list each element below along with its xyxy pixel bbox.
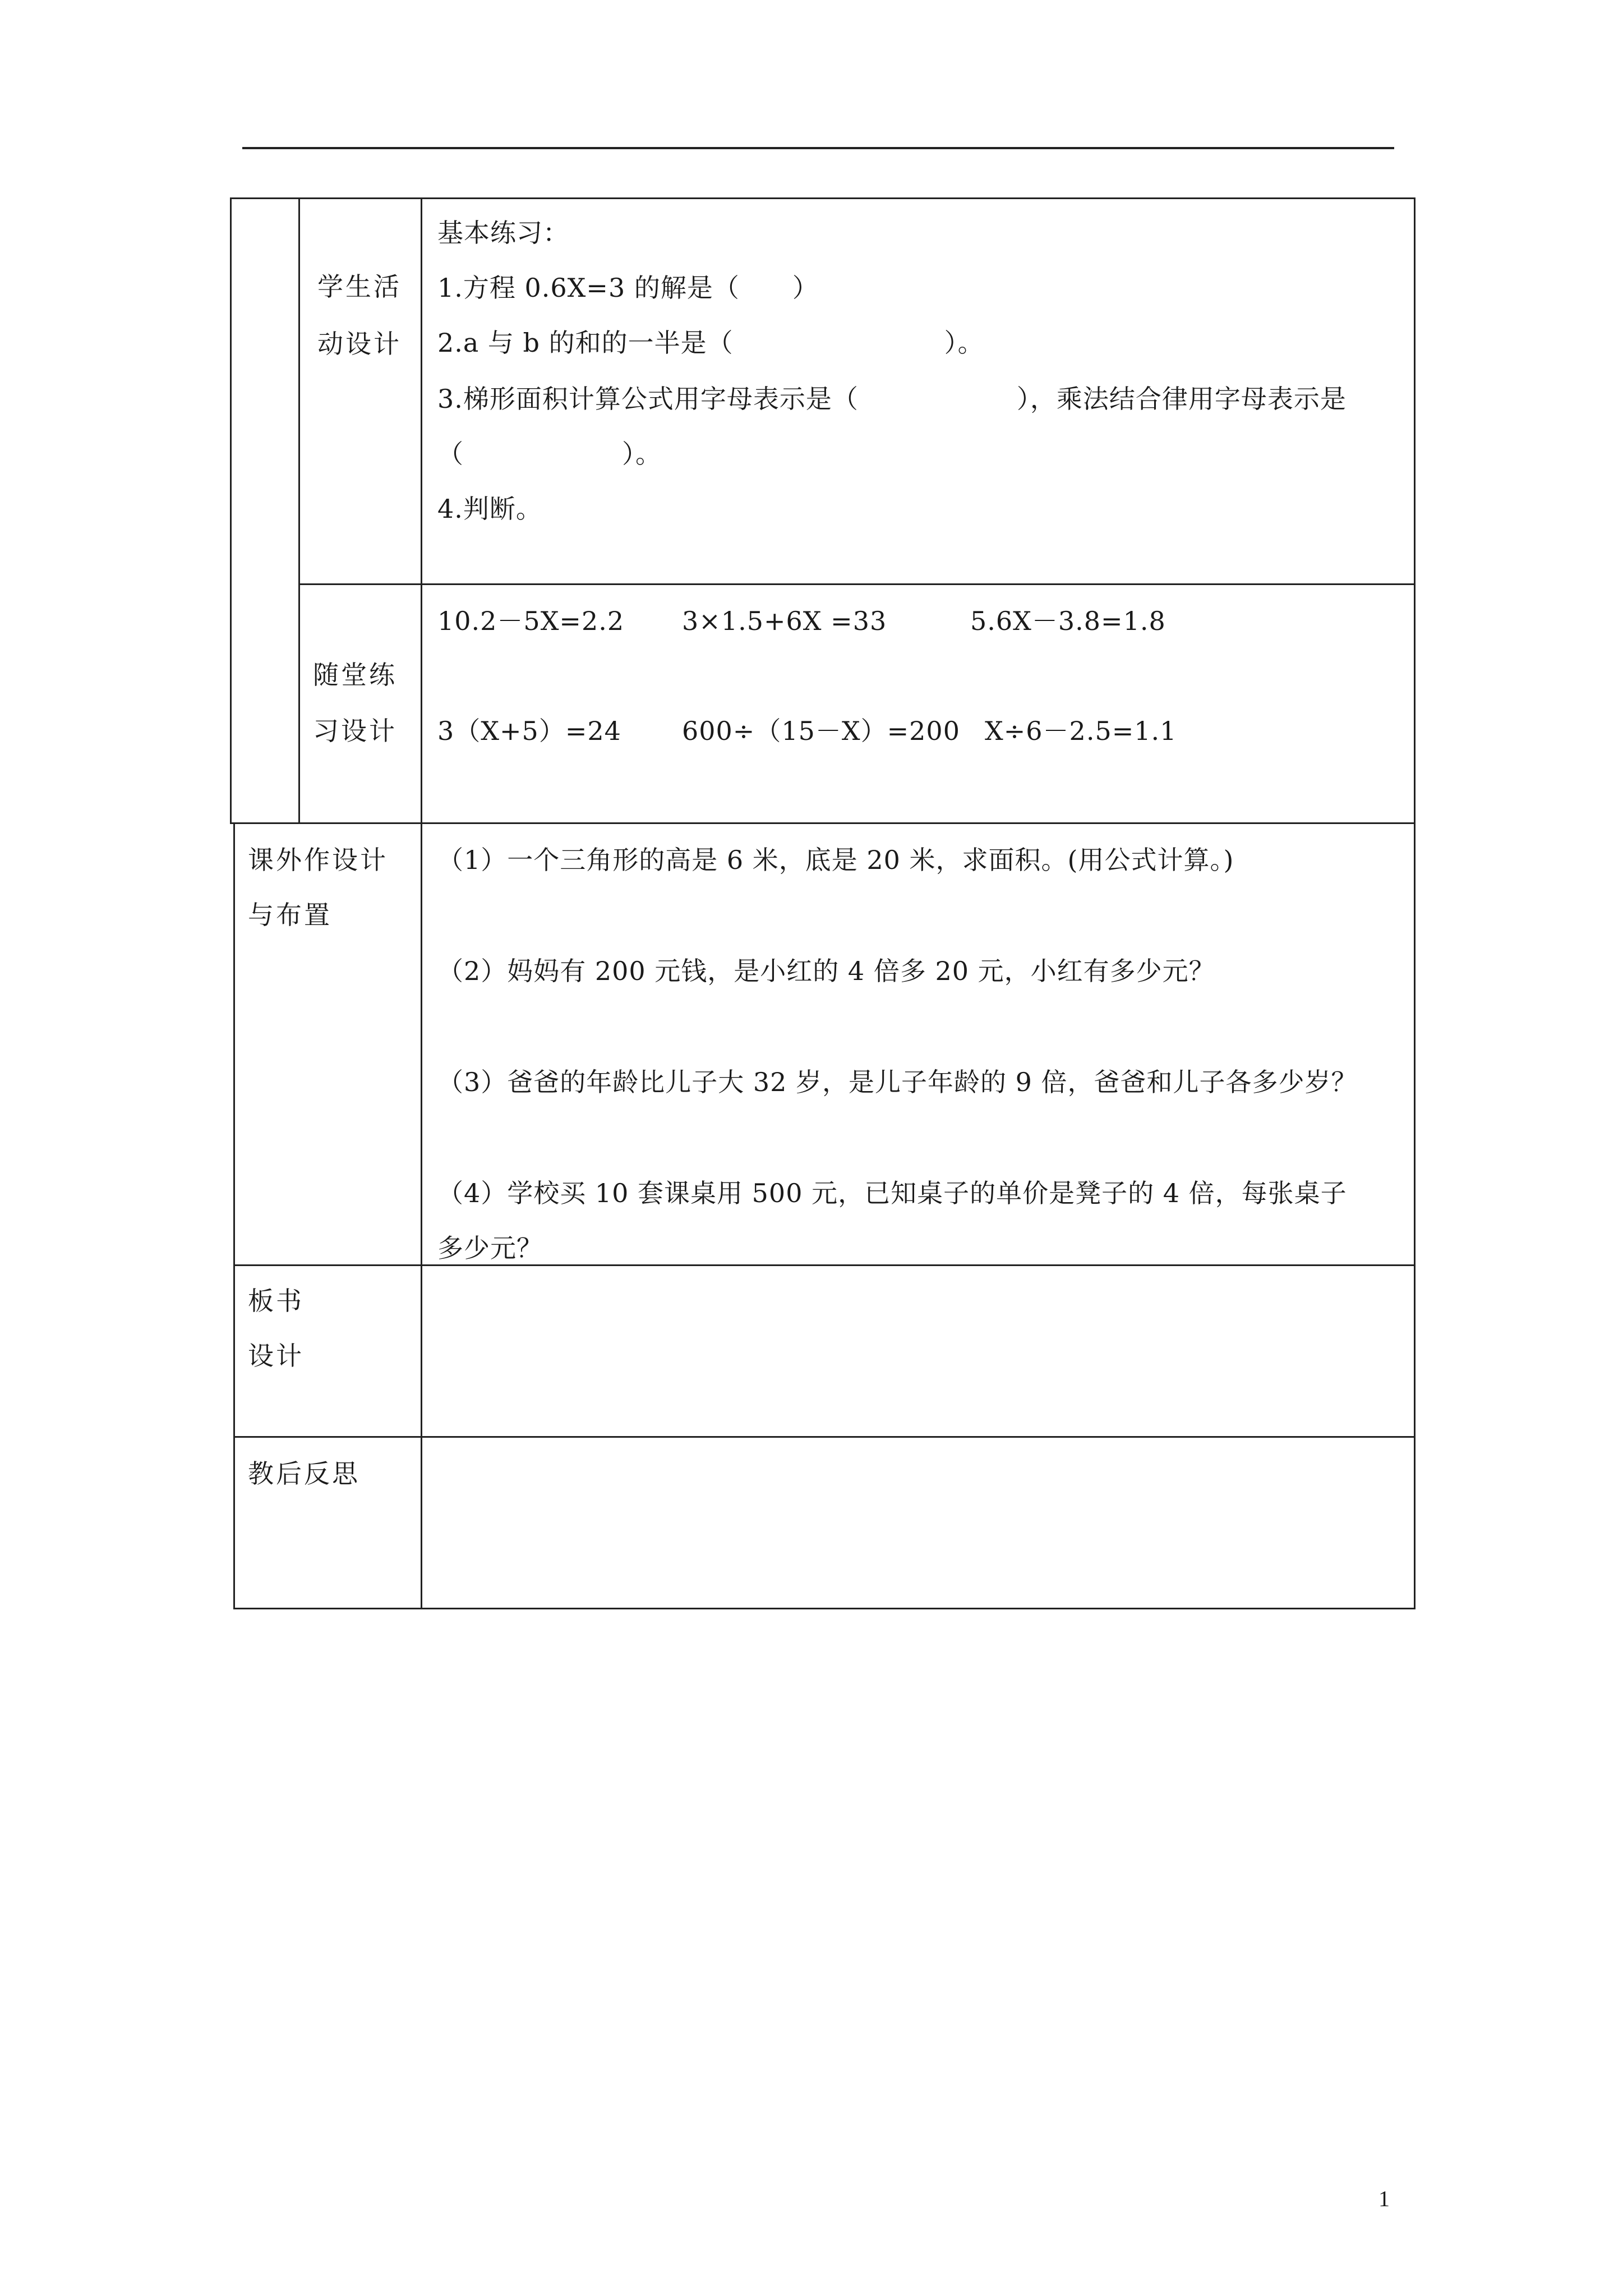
homework-item: （1）一个三角形的高是 6 米，底是 20 米，求面积。(用公式计算。)	[437, 845, 1234, 875]
board-design-label-1: 板书	[248, 1286, 304, 1316]
row-divider-reflection	[233, 1436, 1415, 1438]
reflection-label: 教后反思	[248, 1458, 360, 1489]
table-border-left-lower	[233, 822, 235, 1609]
basic-practice-heading: 基本练习：	[437, 218, 569, 248]
homework-item: 多少元？	[437, 1233, 543, 1263]
question-1: 1.方程 0.6X=3 的解是（ ）	[437, 273, 819, 303]
homework-label-2: 与布置	[248, 900, 332, 930]
row-divider-board	[233, 1264, 1415, 1266]
equation: X÷6－2.5=1.1	[985, 716, 1177, 746]
equation: 600÷（15－X）=200	[682, 716, 960, 746]
student-activity-label-1: 学生活	[317, 272, 402, 302]
equation: 3×1.5+6X =33	[682, 606, 887, 636]
page-number: 1	[1378, 2186, 1390, 2211]
inner-divider-label	[298, 197, 300, 824]
table-border-right	[1414, 197, 1415, 1609]
equation: 5.6X－3.8=1.8	[970, 606, 1166, 636]
table-border-left-upper	[230, 197, 232, 824]
question-2: 2.a 与 b 的和的一半是（ ）。	[437, 328, 984, 358]
equation: 3（X+5）=24	[437, 716, 621, 746]
classroom-practice-label-1: 随堂练	[313, 660, 397, 690]
homework-label-1: 课外作设计	[248, 845, 388, 875]
student-activity-label-2: 动设计	[317, 329, 402, 359]
board-design-label-2: 设计	[248, 1341, 304, 1371]
classroom-practice-label-2: 习设计	[313, 716, 397, 746]
homework-item: （2）妈妈有 200 元钱，是小红的 4 倍多 20 元，小红有多少元？	[437, 956, 1215, 986]
question-4: 4.判断。	[437, 494, 542, 524]
question-3-line-2: （ ）。	[437, 439, 662, 469]
header-rule	[242, 147, 1394, 149]
question-3-line-1: 3.梯形面积计算公式用字母表示是（ ），乘法结合律用字母表示是	[437, 384, 1347, 414]
homework-item: （3）爸爸的年龄比儿子大 32 岁，是儿子年龄的 9 倍，爸爸和儿子各多少岁？	[437, 1067, 1358, 1097]
row-divider-practice	[298, 583, 1415, 585]
row-divider-homework	[230, 822, 1415, 824]
table-border-top	[230, 197, 1415, 199]
table-border-bottom	[233, 1608, 1415, 1609]
homework-item: （4）学校买 10 套课桌用 500 元，已知桌子的单价是凳子的 4 倍，每张桌子	[437, 1178, 1347, 1208]
equation: 10.2－5X=2.2	[437, 606, 625, 636]
content-divider	[421, 197, 422, 1609]
